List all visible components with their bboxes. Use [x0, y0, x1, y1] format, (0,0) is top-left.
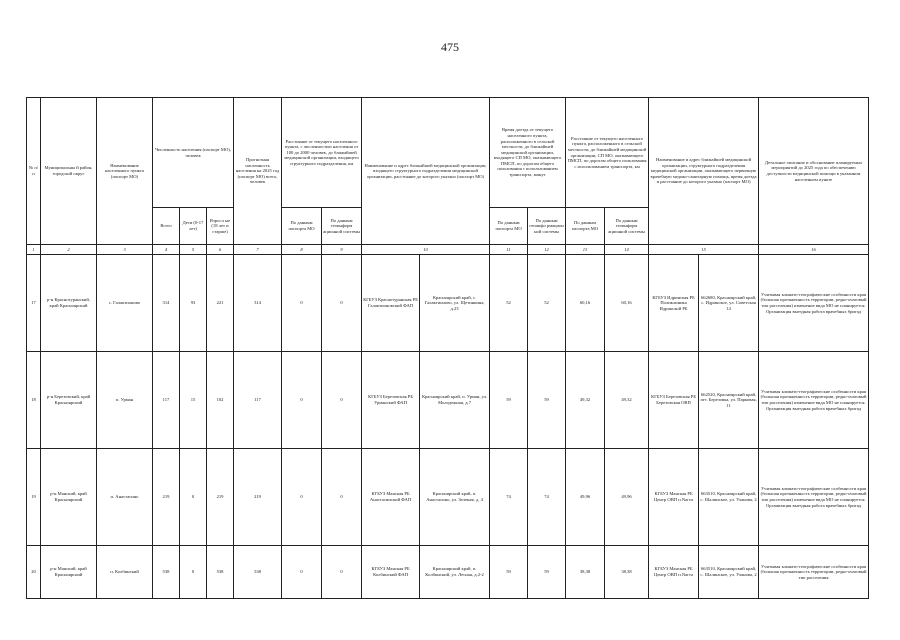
travel-time-passport-cell: 59	[490, 352, 528, 449]
header-km-gis: По данным геоинформ ационной системы	[605, 208, 649, 245]
travel-time-gis-cell: 59	[528, 546, 566, 599]
pmsp-org-address-cell: 662680, Красноярский край, с. Идринское, ул. Советская 14	[699, 255, 759, 352]
settlement-cell: с. Галактионово	[97, 255, 153, 352]
settlement-cell: п. Колбинский	[97, 546, 153, 599]
road-distance-gis-cell: 49,32	[605, 352, 649, 449]
page-number: 475	[441, 40, 459, 54]
header-settlement: Наименование населенного пункта (паспорт МО)	[97, 98, 153, 245]
population-total-cell: 314	[153, 255, 180, 352]
header-total: Всего	[153, 208, 180, 245]
column-number: 16	[759, 245, 869, 255]
road-distance-gis-cell: 49,96	[605, 449, 649, 546]
header-dist-gis: По данным геоинформ ационной системы	[322, 208, 362, 245]
distance-gis-cell: 0	[322, 255, 362, 352]
column-number: 3	[97, 245, 153, 255]
measures-cell: Учитывая климато-географические особенности края (большая протяженность территории, редко-очаговый тип расселения) изменение вида МО не планируется. Организация выездная работа врачебных бригад	[759, 449, 869, 546]
row-number: 19	[27, 449, 41, 546]
distance-gis-cell: 0	[322, 546, 362, 599]
column-number: 1	[27, 245, 41, 255]
population-children-cell: 0	[180, 546, 207, 599]
road-distance-gis-cell: 38,38	[605, 546, 649, 599]
column-number: 8	[282, 245, 322, 255]
measures-cell: Учитывая климато-географические особенности края (большая протяженность территории, редко-очаговый тип расселения) изменение вида МО не планируется. Организация выездная работа врачебных бригад	[759, 255, 869, 352]
travel-time-passport-cell: 59	[490, 546, 528, 599]
column-number: 5	[180, 245, 207, 255]
population-adults-cell: 102	[207, 352, 234, 449]
settlement-cell: п. Урман	[97, 352, 153, 449]
column-number: 6	[207, 245, 234, 255]
pmsp-org-address-cell: 662520, Красноярский край, пгт. Березовка, ул. Парковая, 11	[699, 352, 759, 449]
population-children-cell: 15	[180, 352, 207, 449]
nearest-org-address-cell: Красноярский край, п. Урман, ул. Молодежная, д.7	[420, 352, 490, 449]
road-distance-passport-cell: 38,38	[566, 546, 605, 599]
distance-gis-cell: 0	[322, 449, 362, 546]
population-total-cell: 219	[153, 449, 180, 546]
header-forecast: Прогнозная численность населения на 2025 год (паспорт МО) всего, человек	[234, 98, 282, 245]
header-distance-group: Расстояние от текущего населенного пункта, с численностью населения от 100 до 2000 человек, до ближайшей медицинской организации, входящего структурного подразделения, км	[282, 98, 362, 208]
road-distance-passport-cell: 49,32	[566, 352, 605, 449]
pmsp-org-address-cell: 663510, Красноярский край, с. Шалинское, ул. Уланова, 2	[699, 546, 759, 599]
population-adults-cell: 538	[207, 546, 234, 599]
district-cell: р-н Березовский, край Красноярский	[41, 352, 97, 449]
population-adults-cell: 219	[207, 449, 234, 546]
distance-gis-cell: 0	[322, 352, 362, 449]
district-cell: р-н Манский, край Красноярский	[41, 546, 97, 599]
header-travel-time-group: Время доезда от текущего населенного пункта, расположенного в сельской местности, до ближайшей медицинской организации, входящего СП МО, оказывающего ПМСП, по дорогам общего пользования с использованием транспорта, минут	[490, 98, 566, 208]
column-number: 9	[322, 245, 362, 255]
row-number: 20	[27, 546, 41, 599]
column-number: 2	[41, 245, 97, 255]
measures-cell: Учитывая климато-географические особенности края (большая протяженность территории, редко-очаговый тип расселения	[759, 546, 869, 599]
row-number: 18	[27, 352, 41, 449]
distance-passport-cell: 0	[282, 255, 322, 352]
travel-time-passport-cell: 74	[490, 449, 528, 546]
header-district: Муниципальны й район, городской округ	[41, 98, 97, 245]
column-number-row	[27, 245, 869, 255]
measures-cell: Учитывая климато-географические особенности края (большая протяженность территории, редко-очаговый тип расселения) изменение вида МО не планируется. Организация выездная работа врачебных бригад	[759, 352, 869, 449]
travel-time-gis-cell: 74	[528, 449, 566, 546]
table-row	[27, 546, 869, 599]
population-children-cell: 0	[180, 449, 207, 546]
nearest-org-name-cell: КГБУЗ Краснотуранская РБ Галактионовский ФАП	[362, 255, 420, 352]
distance-passport-cell: 0	[282, 352, 322, 449]
header-population-group: Численность населения (паспорт МО), человек	[153, 98, 234, 208]
road-distance-passport-cell: 49,96	[566, 449, 605, 546]
header-nearest-org: Наименование и адрес ближайшей медицинской организации, входящего структурного подразделения медицинской организации, расстояние до которого указано (паспорт МО)	[362, 98, 490, 245]
header-km-passport: По данным паспорта МО	[566, 208, 605, 245]
district-cell: р-н Краснотуранский, край Красноярский	[41, 255, 97, 352]
column-number: 14	[605, 245, 649, 255]
column-number: 4	[153, 245, 180, 255]
nearest-org-address-cell: Красноярский край, п. Анастасино, ул. Зеленая, д. 4	[420, 449, 490, 546]
travel-time-gis-cell: 59	[528, 352, 566, 449]
population-adults-cell: 221	[207, 255, 234, 352]
table-row	[27, 352, 869, 449]
distance-passport-cell: 0	[282, 449, 322, 546]
pmsp-org-name-cell: КГБУЗ Идринская РБ Поликлиника Идринской РБ	[649, 255, 699, 352]
header-time-passport: По данным паспорта МО	[490, 208, 528, 245]
header-time-gis: По данным геоинфо рмацион ной системы	[528, 208, 566, 245]
population-total-cell: 117	[153, 352, 180, 449]
column-number: 7	[234, 245, 282, 255]
road-distance-gis-cell: 60,16	[605, 255, 649, 352]
table-row	[27, 449, 869, 546]
settlements-table	[26, 97, 869, 599]
header-row	[27, 98, 869, 208]
population-total-cell: 538	[153, 546, 180, 599]
header-number: № п/ п	[27, 98, 41, 245]
column-number: 13	[566, 245, 605, 255]
column-number: 10	[362, 245, 490, 255]
column-number: 12	[528, 245, 566, 255]
row-number: 17	[27, 255, 41, 352]
nearest-org-name-cell: КГБУЗ Манская РБ Анастасинский ФАП	[362, 449, 420, 546]
header-adults: Взросл ые (18 лет и старше)	[207, 208, 234, 245]
nearest-org-name-cell: КГБУЗ Березовская РБ Урманский ФАП	[362, 352, 420, 449]
column-number: 15	[649, 245, 759, 255]
pmsp-org-name-cell: КГБУЗ Манская РБ Центр ОВП п.Narva	[649, 449, 699, 546]
pmsp-org-address-cell: 663510, Красноярский край, с. Шалинское, ул. Уланова, 2	[699, 449, 759, 546]
header-dist-passport: По данным паспорта МО	[282, 208, 322, 245]
settlement-cell: п. Анастасино	[97, 449, 153, 546]
pmsp-org-name-cell: КГБУЗ Манская РБ Центр ОВП п.Narva	[649, 546, 699, 599]
forecast-cell: 117	[234, 352, 282, 449]
header-pmsp-org: Наименование и адрес ближайшей медицинской организации, структурного подразделения медицинской организации, оказывающего первичную врачебную медико-санитарную помощь, время доезда и расстояние до которого указано (паспорт МО)	[649, 98, 759, 245]
forecast-cell: 314	[234, 255, 282, 352]
header-measures: Детальное описание и обоснование планируемых мероприятий до 2025 года по обеспечению доступности медицинской помощи в указанном населенном пункте	[759, 98, 869, 245]
road-distance-passport-cell: 60,16	[566, 255, 605, 352]
district-cell: р-н Манский, край Красноярский	[41, 449, 97, 546]
travel-time-passport-cell: 52	[490, 255, 528, 352]
pmsp-org-name-cell: КГБУЗ Березовская РБ Березовская ОВП	[649, 352, 699, 449]
nearest-org-name-cell: КГБУЗ Манская РБ Колбинский ФАП	[362, 546, 420, 599]
column-number: 11	[490, 245, 528, 255]
table-row	[27, 255, 869, 352]
nearest-org-address-cell: Красноярский край, п. Колбинский, ул. Лесная, д.2-2	[420, 546, 490, 599]
header-children: Дети (0-17 лет)	[180, 208, 207, 245]
travel-time-gis-cell: 52	[528, 255, 566, 352]
header-road-distance-group: Расстояние от текущего населенного пункта, расположенного в сельской местности, до ближайшей медицинской организации, СП МО, оказывающего ПМСП, по дорогам общего пользования с использованием транспорта, км	[566, 98, 649, 208]
forecast-cell: 219	[234, 449, 282, 546]
forecast-cell: 538	[234, 546, 282, 599]
nearest-org-address-cell: Красноярский край, с. Галактионово, ул. Щетинкина, д.23	[420, 255, 490, 352]
distance-passport-cell: 0	[282, 546, 322, 599]
population-children-cell: 93	[180, 255, 207, 352]
